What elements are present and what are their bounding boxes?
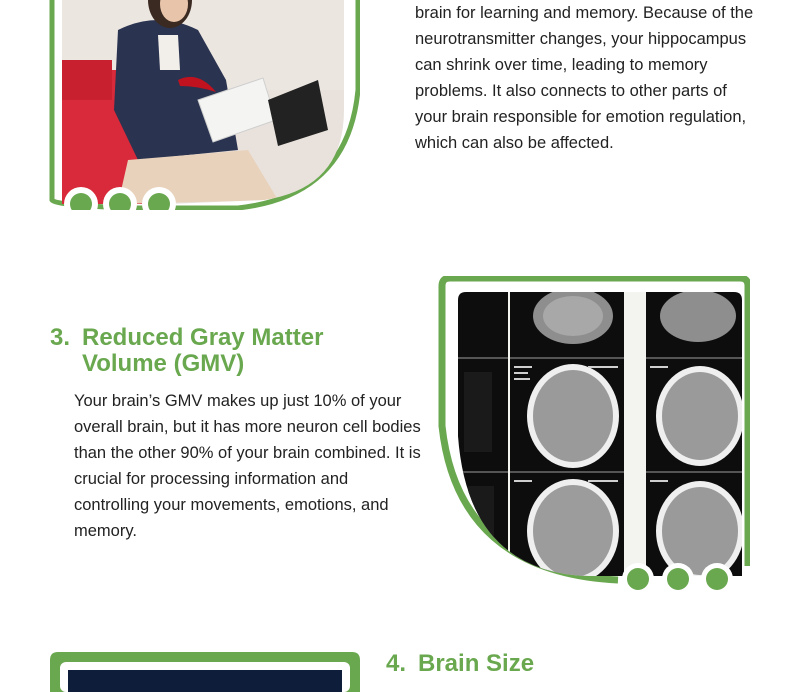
section-3-title: Reduced Gray Matter Volume (GMV) [82, 324, 324, 377]
woman-writing-photo [48, 0, 360, 210]
hippocampus-paragraph: brain for learning and memory. Because of the neurotransmitter changes, your hippocampus can shrink over time, leading to memory problems. It also connects to other parts of your brain responsible for emotion regulation, which can also be affected. [415, 4, 754, 152]
section-4-number: 4. [386, 650, 407, 677]
gray-matter-paragraph: Your brain’s GMV makes up just 10% of your overall brain, but it has more neuron cell bodies than the other 90% of your brain combined. It is crucial for processing information and controlling your movements, emotions, and memory. [74, 392, 421, 540]
decorative-dots [64, 187, 176, 210]
brain-blue-photo-frame [50, 652, 360, 692]
brain-scans-photo [438, 276, 750, 596]
brain-blue-photo [50, 652, 360, 692]
section-4-title: Brain Size [418, 650, 535, 677]
woman-writing-photo-frame [48, 0, 360, 210]
decorative-dots [622, 563, 733, 595]
section-3-number: 3. [50, 324, 71, 351]
brain-scans-photo-frame [438, 276, 750, 596]
